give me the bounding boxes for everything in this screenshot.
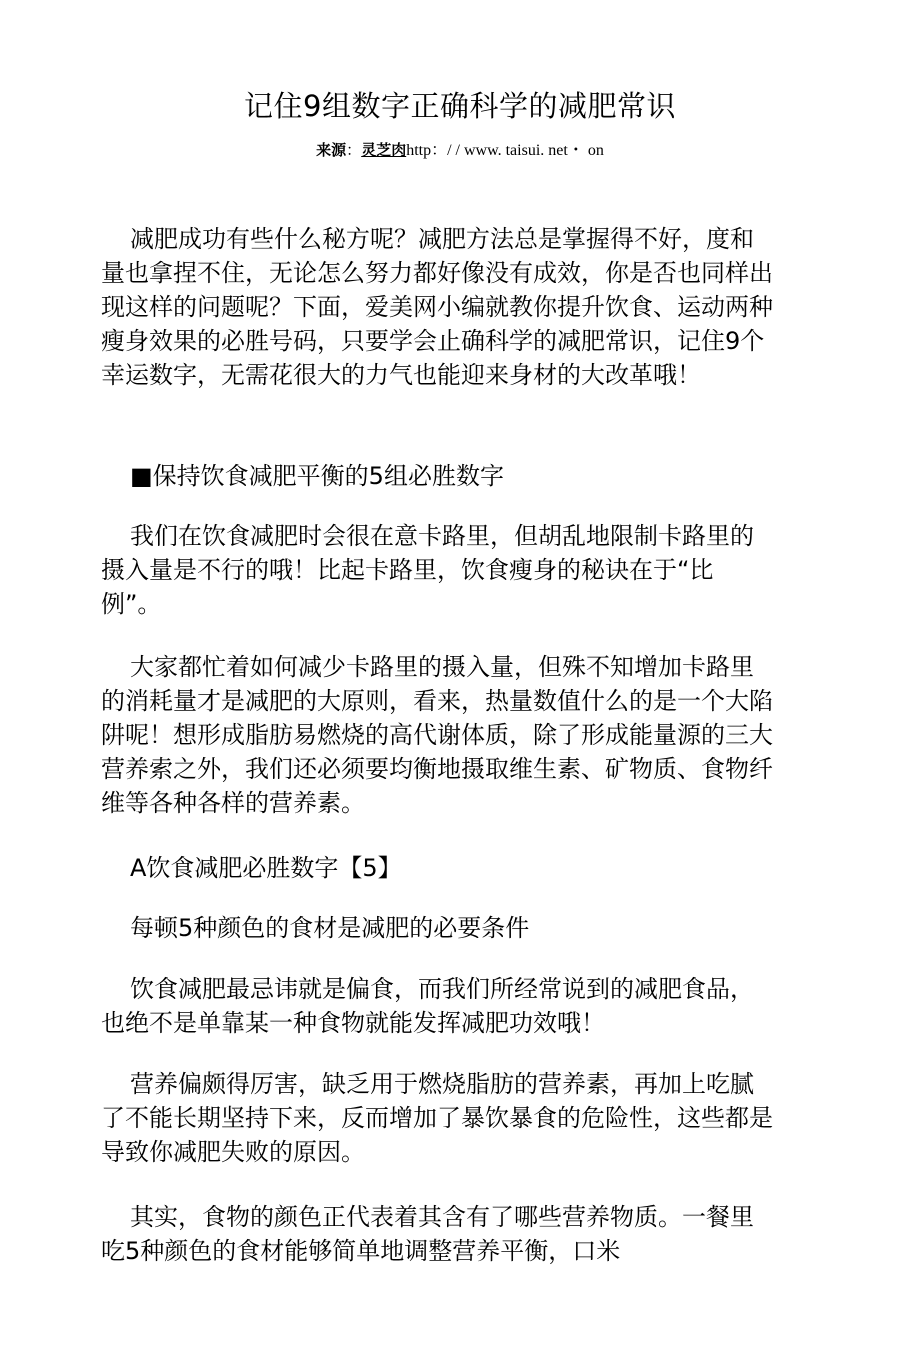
paragraph-calorie: 我们在饮食减肥时会很在意卡路里，但胡乱地限制卡路里的摄入量是不行的哦！比起卡路里，饮食瘦身的秘诀在于“比例”。: [101, 522, 754, 618]
source-separator: ：: [346, 141, 362, 159]
document-title: 记住9组数字正确科学的减肥常识: [244, 89, 676, 123]
paragraph-consumption: 大家都忙着如何减少卡路里的摄入量，但殊不知增加卡路里的消耗量才是减肥的大原则，看来，热量数值什么的是一个大陷阱呢！想形成脂肪易燃烧的高代谢体质，除了形成能量源的三大营养索之外，我们还必须要均衡地摄取维生素、矿物质、食物纤维等各种各样的营养素。: [101, 653, 773, 817]
source-brand-link[interactable]: 灵芝肉: [361, 141, 407, 159]
source-line: [0, 140, 920, 161]
paragraph-five-colors: 每顿5种颜色的食材是减肥的必要条件: [130, 914, 530, 942]
paragraph-partial-eating: 饮食减肥最忌讳就是偏食，而我们所经常说到的减肥食品，也绝不是单靠某一种食物就能发挥减肥功效哦！: [101, 975, 754, 1037]
paragraph-intro: 减肥成功有些什么秘方呢？减肥方法总是掌握得不好，度和量也拿捏不住，无论怎么努力都好像没有成效，你是否也同样出现这样的问题呢？下面，爱美网小编就教你提升饮食、运动两种瘦身效果的必胜号码，只要学会止确科学的减肥常识，记住9个幸运数字，无需花很大的力气也能迎来身材的大改革哦！: [101, 225, 773, 389]
paragraph-food-color: 其实，食物的颜色正代表着其含有了哪些营养物质。一餐里吃5种颜色的食材能够简单地调整营养平衡，口米: [101, 1203, 754, 1265]
paragraph-nutrition-bias: 营养偏颇得厉害，缺乏用于燃烧脂肪的营养素，再加上吃腻了不能长期坚持下来，反而增加了暴饮暴食的危险性，这些都是导致你减肥失败的原因。: [101, 1070, 773, 1166]
subsection-heading: A饮食减肥必胜数字【5】: [130, 854, 402, 882]
source-url: http：/ / www. taisui. net・ on: [406, 142, 604, 159]
section-heading: ■保持饮食减肥平衡的5组必胜数字: [130, 462, 504, 490]
source-label: 来源: [316, 141, 347, 159]
